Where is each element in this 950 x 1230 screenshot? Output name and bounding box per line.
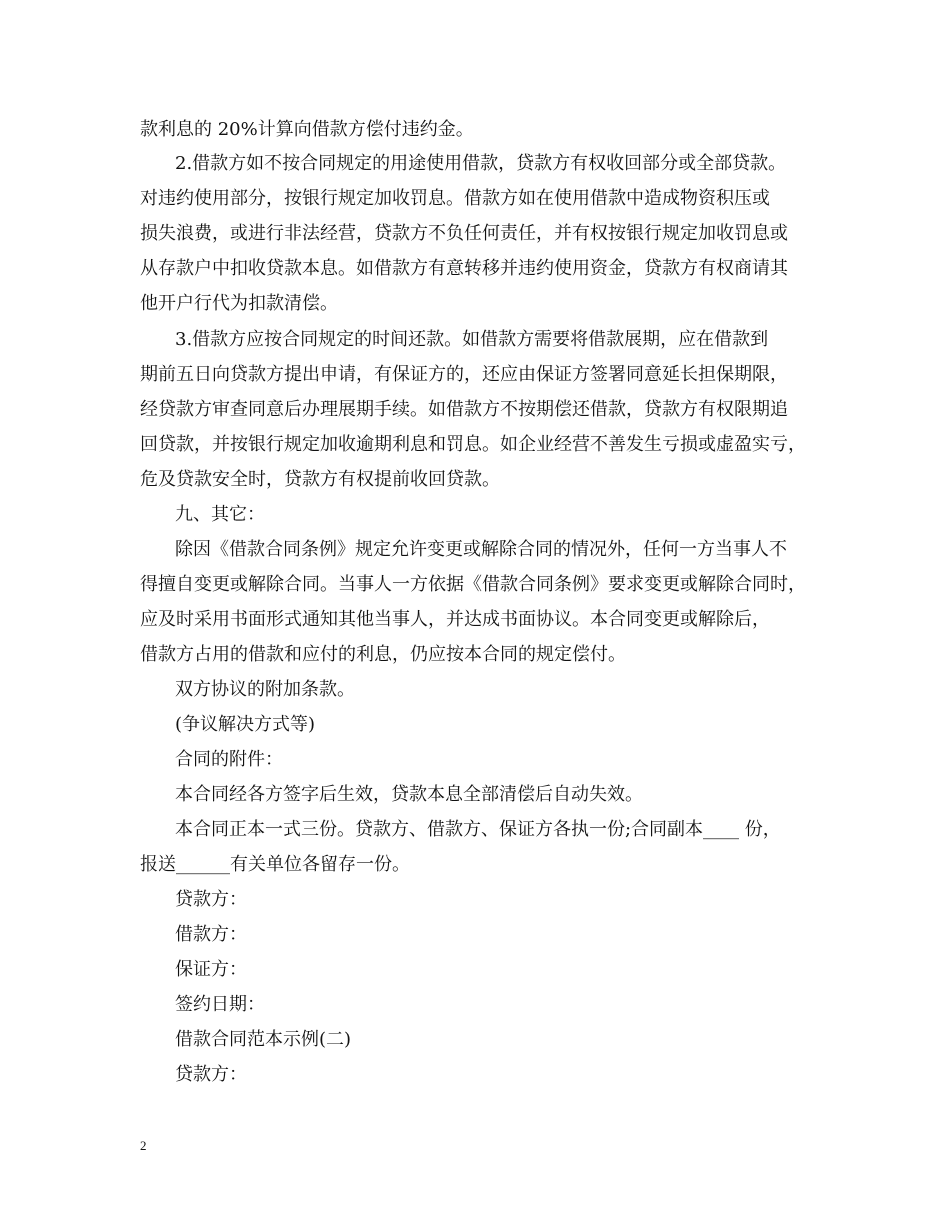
text-line: 款利息的 20%计算向借款方偿付违约金。 <box>140 119 474 140</box>
text-line: 损失浪费，或进行非法经营，贷款方不负任何责任，并有权按银行规定加收罚息或 <box>140 223 788 244</box>
text-line: 期前五日向贷款方提出申请，有保证方的，还应由保证方签署同意延长担保期限， <box>140 364 788 385</box>
signature-label-guarantor: 保证方： <box>175 959 247 980</box>
text-line: 从存款户中扣收贷款本息。如借款方有意转移并违约使用资金，贷款方有权商请其 <box>140 258 788 279</box>
text-line: 回贷款，并按银行规定加收逾期利息和罚息。如企业经营不善发生亏损或虚盈实亏， <box>140 434 806 455</box>
text-line: 应及时采用书面形式通知其他当事人，并达成书面协议。本合同变更或解除后， <box>140 609 770 630</box>
text-line: 对违约使用部分，按银行规定加收罚息。借款方如在使用借款中造成物资积压或 <box>140 188 770 209</box>
text-line: 除因《借款合同条例》规定允许变更或解除合同的情况外，任何一方当事人不 <box>175 539 787 560</box>
section-title: 借款合同范本示例(二) <box>175 1029 352 1050</box>
text-line: 经贷款方审查同意后办理展期手续。如借款方不按期偿还借款，贷款方有权限期追 <box>140 399 788 420</box>
text-line: 本合同经各方签字后生效，贷款本息全部清偿后自动失效。 <box>175 784 643 805</box>
text-line: 得擅自变更或解除合同。当事人一方依据《借款合同条例》要求变更或解除合同时， <box>140 574 806 595</box>
signature-label-borrower: 借款方： <box>175 924 247 945</box>
text-line: 3.借款方应按合同规定的时间还款。如借款方需要将借款展期，应在借款到 <box>175 329 769 350</box>
text-line: 2.借款方如不按合同规定的用途使用借款，贷款方有权收回部分或全部贷款。 <box>175 153 787 174</box>
signature-label-lender: 贷款方： <box>175 1064 247 1085</box>
text-line: 危及贷款安全时，贷款方有权提前收回贷款。 <box>140 469 500 490</box>
text-line: 报送______有关单位各留存一份。 <box>140 854 410 875</box>
text-line: 合同的附件： <box>175 749 283 770</box>
section-heading: 九、其它： <box>175 504 265 525</box>
signature-label-date: 签约日期： <box>175 994 265 1015</box>
page-number: 2 <box>140 1138 147 1153</box>
text-line: 双方协议的附加条款。 <box>175 679 355 700</box>
text-line: (争议解决方式等) <box>175 714 316 735</box>
signature-label-lender: 贷款方： <box>175 889 247 910</box>
text-line: 借款方占用的借款和应付的利息，仍应按本合同的规定偿付。 <box>140 644 626 665</box>
text-line: 本合同正本一式三份。贷款方、借款方、保证方各执一份;合同副本____ 份， <box>175 819 781 840</box>
text-line: 他开户行代为扣款清偿。 <box>140 293 338 314</box>
